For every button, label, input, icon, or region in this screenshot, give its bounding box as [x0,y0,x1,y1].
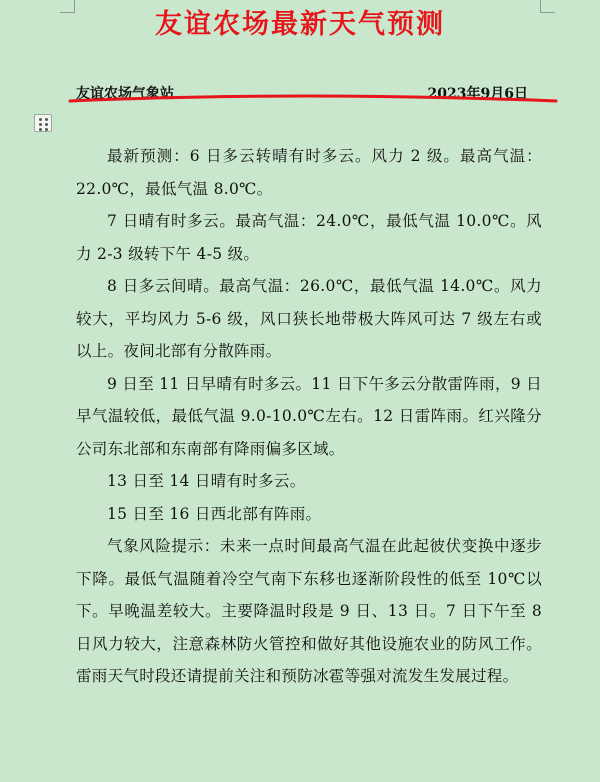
forecast-body [76,140,542,693]
forecast-paragraph-15th-16th: 15 日至 16 日西北部有阵雨。 [107,504,322,523]
weather-risk-warning: 气象风险提示：未来一点时间最高气温在此起彼伏变换中逐步下降。最低气温随着冷空气南下东移也逐渐阶段性的低至 10℃以下。早晚温差较大。主要降温时段是 9 日、13 日。7 日下午至 8 日风力较大，注意森林防火管控和做好其他设施农业的防风工作。雷雨天气时段还请提前关注和预防冰雹等强对流发生发展过程。 [76,537,542,685]
forecast-paragraph-7th: 7 日晴有时多云。最高气温：24.0℃，最低气温 10.0℃。风力 2-3 级转下午 4-5 级。 [76,212,542,263]
forecast-paragraph-6th: 最新预测：6 日多云转晴有时多云。风力 2 级。最高气温：22.0℃，最低气温 8.0℃。 [76,147,542,198]
forecast-paragraph-9th-11th: 9 日至 11 日早晴有时多云。11 日下午多云分散雷阵雨，9 日早气温较低，最低气温 9.0-10.0℃左右。12 日雷阵雨。红兴隆分公司东北部和东南部有降雨偏多区域。 [76,374,542,458]
issue-date: 2023年9月6日 [427,86,528,102]
station-name: 友谊农场气象站 [76,86,174,102]
drag-handle-icon[interactable] [34,114,52,132]
forecast-paragraph-8th: 8 日多云间晴。最高气温：26.0℃，最低气温 14.0℃。风力较大，平均风力 5-6 级，风口狭长地带极大阵风可达 7 级左右或以上。夜间北部有分散阵雨。 [76,277,542,360]
red-header-rule [0,0,600,120]
forecast-paragraph-13th-14th: 13 日至 14 日晴有时多云。 [107,472,306,490]
page-title: 友谊农场最新天气预测 [155,9,445,40]
